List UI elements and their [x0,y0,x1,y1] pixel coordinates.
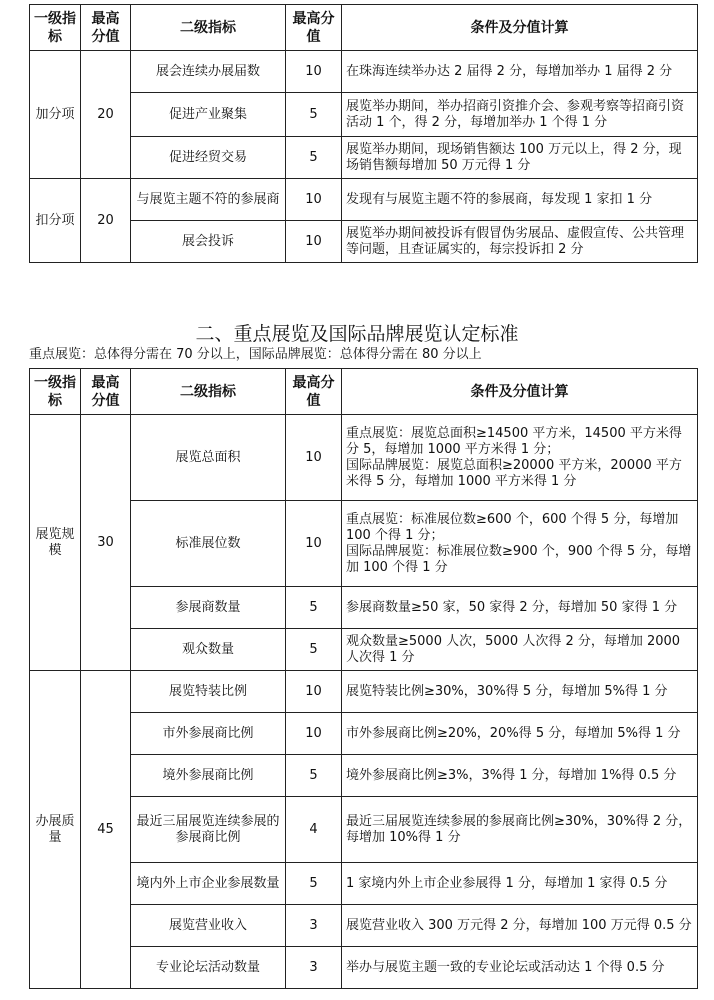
score-cell: 4 [286,797,342,863]
level2-cell: 展览总面积 [131,415,286,501]
table-row [30,713,698,755]
header-max-score: 最高分值 [81,369,131,415]
table-row [30,137,698,179]
section-subtitle: 重点展览：总体得分需在 70 分以上，国际品牌展览：总体得分需在 80 分以上 [29,347,482,362]
condition-cell: 展览特装比例≥30%，30%得 5 分，每增加 5%得 1 分 [342,671,698,713]
table-row [30,93,698,137]
score-cell: 5 [286,587,342,629]
level2-cell: 展览营业收入 [131,905,286,947]
condition-cell: 重点展览：展览总面积≥14500 平方米，14500 平方米得分 5，每增加 1000 平方米得 1 分； 国际品牌展览：展览总面积≥20000 平方米，20000 平方米得 5 分，每增加 1000 平方米得 1 分 [342,415,698,501]
score-cell: 10 [286,179,342,221]
table-row [30,629,698,671]
score-cell: 5 [286,137,342,179]
table-header-row [30,369,698,415]
level2-cell: 促进产业聚集 [131,93,286,137]
condition-cell: 1 家境内外上市企业参展得 1 分，每增加 1 家得 0.5 分 [342,863,698,905]
score-cell: 5 [286,629,342,671]
level1-max-cell: 30 [81,415,131,671]
score-cell: 5 [286,93,342,137]
condition-cell: 展览举办期间，举办招商引资推介会、参观考察等招商引资活动 1 个，得 2 分，每增加举办 1 个得 1 分 [342,93,698,137]
level1-cell: 展览规模 [30,415,81,671]
header-level1: 一级指标 [30,5,81,51]
score-cell: 10 [286,415,342,501]
table-row [30,179,698,221]
table-row [30,671,698,713]
header-level1: 一级指标 [30,369,81,415]
table-row [30,221,698,263]
table-row [30,755,698,797]
header-max-score: 最高分值 [286,5,342,51]
header-level2: 二级指标 [131,5,286,51]
header-conditions: 条件及分值计算 [342,5,698,51]
level2-cell: 观众数量 [131,629,286,671]
score-cell: 10 [286,671,342,713]
condition-cell: 举办与展览主题一致的专业论坛或活动达 1 个得 0.5 分 [342,947,698,989]
scoring-table-bonus-deduction [29,4,698,263]
level2-cell: 专业论坛活动数量 [131,947,286,989]
section-title: 二、重点展览及国际品牌展览认定标准 [195,323,519,345]
condition-cell: 发现有与展览主题不符的参展商，每发现 1 家扣 1 分 [342,179,698,221]
scoring-table-key-exhibitions [29,368,698,989]
table-row [30,501,698,587]
score-cell: 3 [286,947,342,989]
condition-cell: 境外参展商比例≥3%，3%得 1 分，每增加 1%得 0.5 分 [342,755,698,797]
level2-cell: 境外参展商比例 [131,755,286,797]
header-level2: 二级指标 [131,369,286,415]
header-conditions: 条件及分值计算 [342,369,698,415]
condition-cell: 参展商数量≥50 家，50 家得 2 分，每增加 50 家得 1 分 [342,587,698,629]
table-row [30,905,698,947]
score-cell: 5 [286,755,342,797]
table-row [30,415,698,501]
level2-cell: 参展商数量 [131,587,286,629]
table-header-row [30,5,698,51]
score-cell: 3 [286,905,342,947]
condition-cell: 展览营业收入 300 万元得 2 分，每增加 100 万元得 0.5 分 [342,905,698,947]
level2-cell: 展会连续办展届数 [131,51,286,93]
table-row [30,51,698,93]
table-row [30,947,698,989]
condition-cell: 最近三届展览连续参展的参展商比例≥30%，30%得 2 分，每增加 10%得 1 分 [342,797,698,863]
score-cell: 10 [286,221,342,263]
level2-cell: 与展览主题不符的参展商 [131,179,286,221]
level1-max-cell: 20 [81,179,131,263]
level2-cell: 展览特装比例 [131,671,286,713]
header-max-score: 最高分值 [81,5,131,51]
table-row [30,863,698,905]
level2-cell: 最近三届展览连续参展的参展商比例 [131,797,286,863]
level2-cell: 市外参展商比例 [131,713,286,755]
condition-cell: 在珠海连续举办达 2 届得 2 分，每增加举办 1 届得 2 分 [342,51,698,93]
level1-cell: 加分项 [30,51,81,179]
level1-max-cell: 45 [81,671,131,989]
level2-cell: 标准展位数 [131,501,286,587]
score-cell: 10 [286,51,342,93]
condition-cell: 展览举办期间被投诉有假冒伪劣展品、虚假宣传、公共管理等问题，且查证属实的，每宗投诉扣 2 分 [342,221,698,263]
score-cell: 10 [286,713,342,755]
condition-cell: 重点展览：标准展位数≥600 个，600 个得 5 分，每增加 100 个得 1 分； 国际品牌展览：标准展位数≥900 个，900 个得 5 分，每增加 100 个得 1 分 [342,501,698,587]
header-max-score: 最高分值 [286,369,342,415]
score-cell: 10 [286,501,342,587]
condition-cell: 市外参展商比例≥20%，20%得 5 分，每增加 5%得 1 分 [342,713,698,755]
score-cell: 5 [286,863,342,905]
condition-cell: 观众数量≥5000 人次，5000 人次得 2 分，每增加 2000 人次得 1 分 [342,629,698,671]
level1-cell: 扣分项 [30,179,81,263]
level2-cell: 境内外上市企业参展数量 [131,863,286,905]
level1-max-cell: 20 [81,51,131,179]
level2-cell: 促进经贸交易 [131,137,286,179]
level1-cell: 办展质量 [30,671,81,989]
table-row [30,587,698,629]
condition-cell: 展览举办期间，现场销售额达 100 万元以上，得 2 分，现场销售额每增加 50 万元得 1 分 [342,137,698,179]
table-row [30,797,698,863]
level2-cell: 展会投诉 [131,221,286,263]
